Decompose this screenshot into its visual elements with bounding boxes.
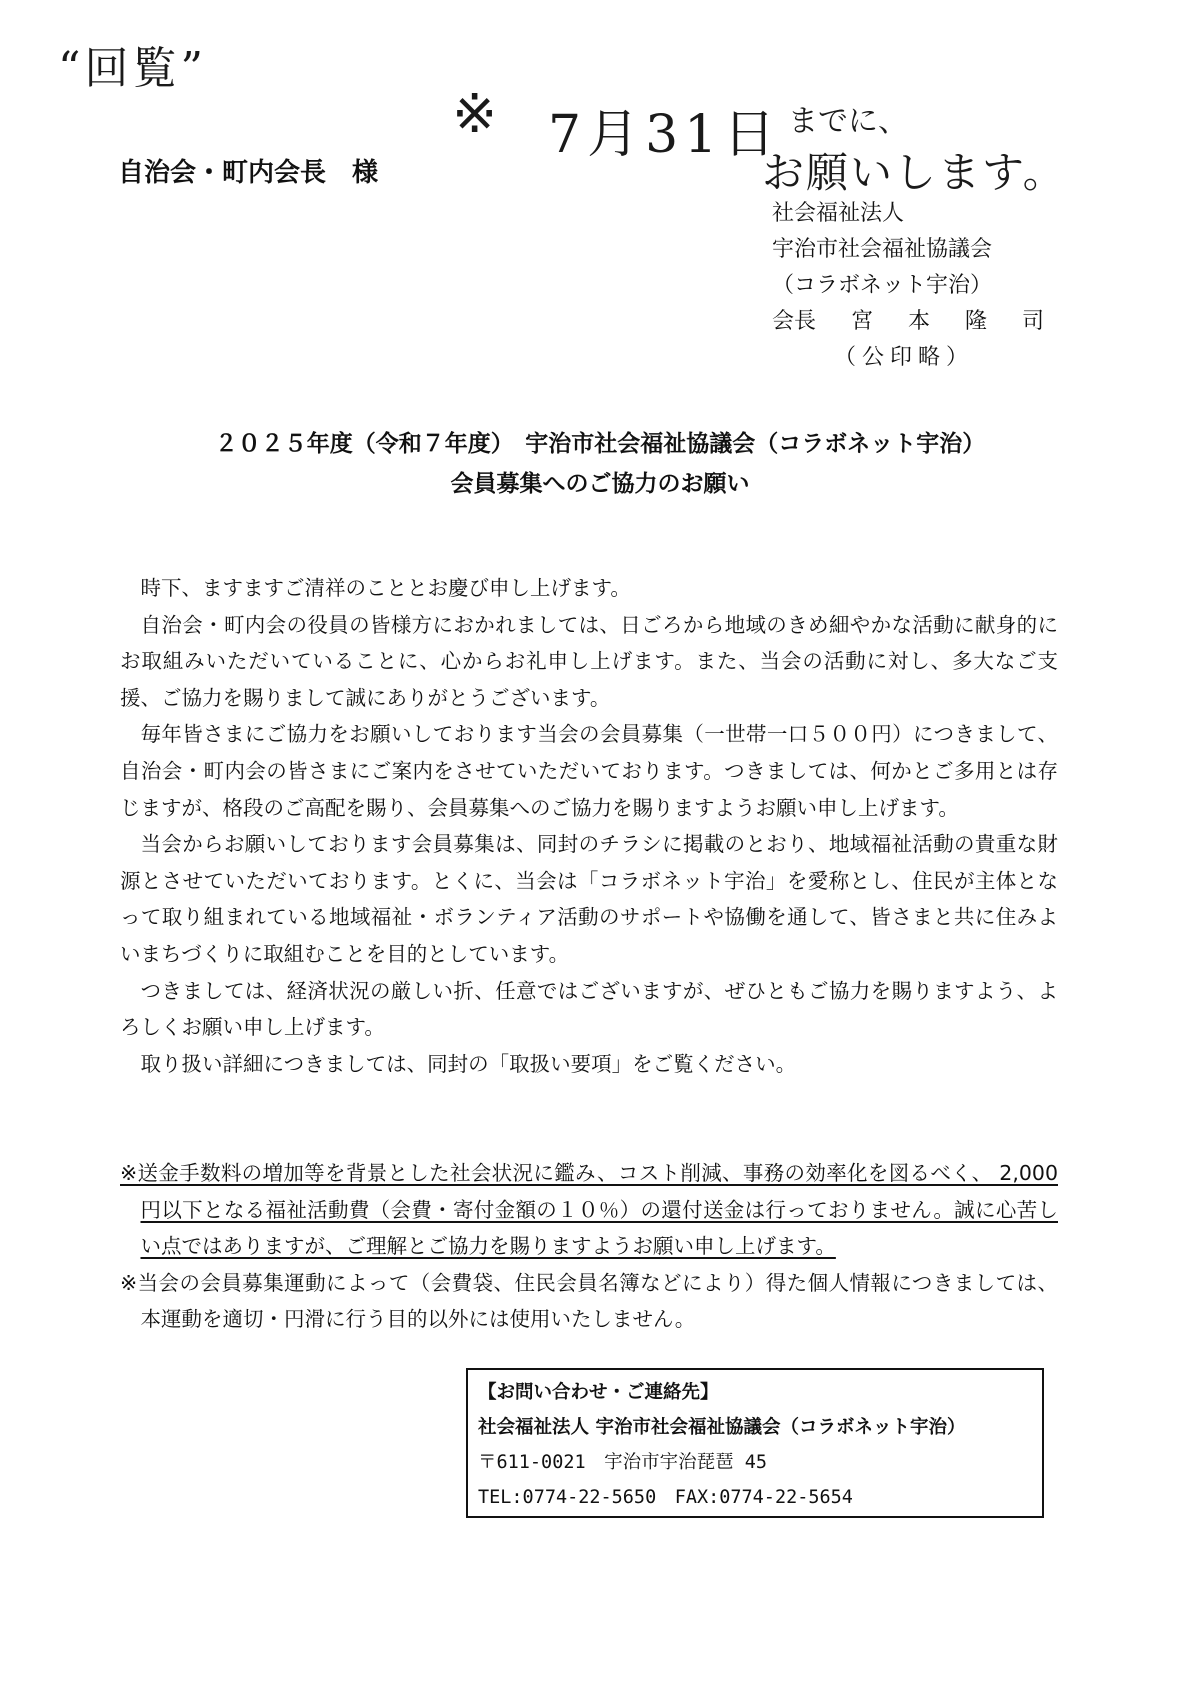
body-paragraph: 自治会・町内会の役員の皆様方におかれましては、日ごろから地域のきめ細やかな活動に献身的にお取組みいただいていることに、心からお礼申し上げます。また、当会の活動に対し、多大なご支援、ご協力を賜りまして誠にありがとうございます。	[120, 612, 1058, 710]
note-remittance	[120, 1155, 1058, 1265]
handwritten-deadline-date: 7月31日	[548, 105, 782, 165]
chair-name-char: 隆	[964, 309, 987, 334]
chair-name-char: 本	[907, 309, 930, 334]
body-paragraph: 取り扱い詳細につきましては、同封の「取扱い要項」をご覧ください。	[140, 1051, 797, 1076]
contact-organization: 社会福祉法人 宇治市社会福祉協議会（コラボネット宇治）	[478, 1417, 966, 1438]
addressee: 自治会・町内会長 様	[118, 158, 379, 188]
handwritten-deadline-suffix: までに、	[788, 104, 908, 139]
chair-title: 会長	[772, 309, 817, 334]
handwritten-asterisk-mark: ※	[452, 82, 498, 145]
sender-block	[772, 203, 1044, 383]
sender-organization: 宇治市社会福祉協議会	[772, 237, 993, 262]
chair-name-char: 宮	[850, 309, 873, 334]
body-paragraph: 時下、ますますご清祥のこととお慶び申し上げます。	[140, 576, 631, 600]
sender-corp-type: 社会福祉法人	[772, 201, 905, 226]
title-line-2: 会員募集へのご協力のお願い	[450, 471, 750, 497]
note-privacy: ※当会の会員募集運動によって（会費袋、住民会員名簿などにより）得た個人情報につきましては、本運動を適切・円滑に行う目的以外には使用いたしません。	[120, 1270, 1058, 1332]
body-paragraph: つきましては、経済状況の厳しい折、任意ではございますが、ぜひともご協力を賜りますよう、よろしくお願い申し上げます。	[120, 978, 1058, 1040]
handwritten-request-note: お願いします。	[762, 148, 1067, 197]
chair-name-char: 司	[1021, 309, 1044, 334]
title-line-1: ２０２５年度（令和７年度） 宇治市社会福祉協議会（コラボネット宇治）	[214, 431, 986, 457]
note-remittance-text: ※送金手数料の増加等を背景とした社会状況に鑑み、コスト削減、事務の効率化を図るべく、 2,000 円以下となる福祉活動費（会費・寄付金額の１０％）の還付送金は行っておりません。誠に心苦しい点ではありますが、ご理解とご協力を賜りますようお願い申し上げます。	[120, 1161, 1058, 1259]
contact-address: 〒611-0021 宇治市宇治琵琶 45	[478, 1452, 768, 1473]
contact-heading: 【お問い合わせ・ご連絡先】	[478, 1382, 719, 1403]
contact-box	[466, 1368, 1044, 1518]
handwritten-kairan-note: “回覧”	[58, 43, 207, 94]
notes-section	[120, 1155, 1058, 1338]
letter-body	[120, 570, 1058, 1082]
sender-chair	[772, 311, 1044, 347]
contact-phone-fax: TEL:0774-22-5650 FAX:0774-22-5654	[478, 1487, 853, 1508]
sender-nickname: （コラボネット宇治）	[772, 273, 993, 298]
body-paragraph: 毎年皆さまにご協力をお願いしております当会の会員募集（一世帯一口５００円）につきまして、自治会・町内会の皆さまにご案内をさせていただいております。つきましては、何かとご多用とは存じますが、格段のご高配を賜り、会員募集へのご協力を賜りますようお願い申し上げます。	[120, 722, 1058, 820]
seal-omitted-note: （公印略）	[834, 345, 975, 370]
document-title	[0, 424, 1200, 504]
body-paragraph: 当会からお願いしております会員募集は、同封のチラシに掲載のとおり、地域福祉活動の貴重な財源とさせていただいております。とくに、当会は「コラボネット宇治」を愛称とし、住民が主体となって取り組まれている地域福祉・ボランティア活動のサポートや協働を通して、皆さまと共に住みよいまちづくりに取組むことを目的としています。	[120, 832, 1058, 966]
